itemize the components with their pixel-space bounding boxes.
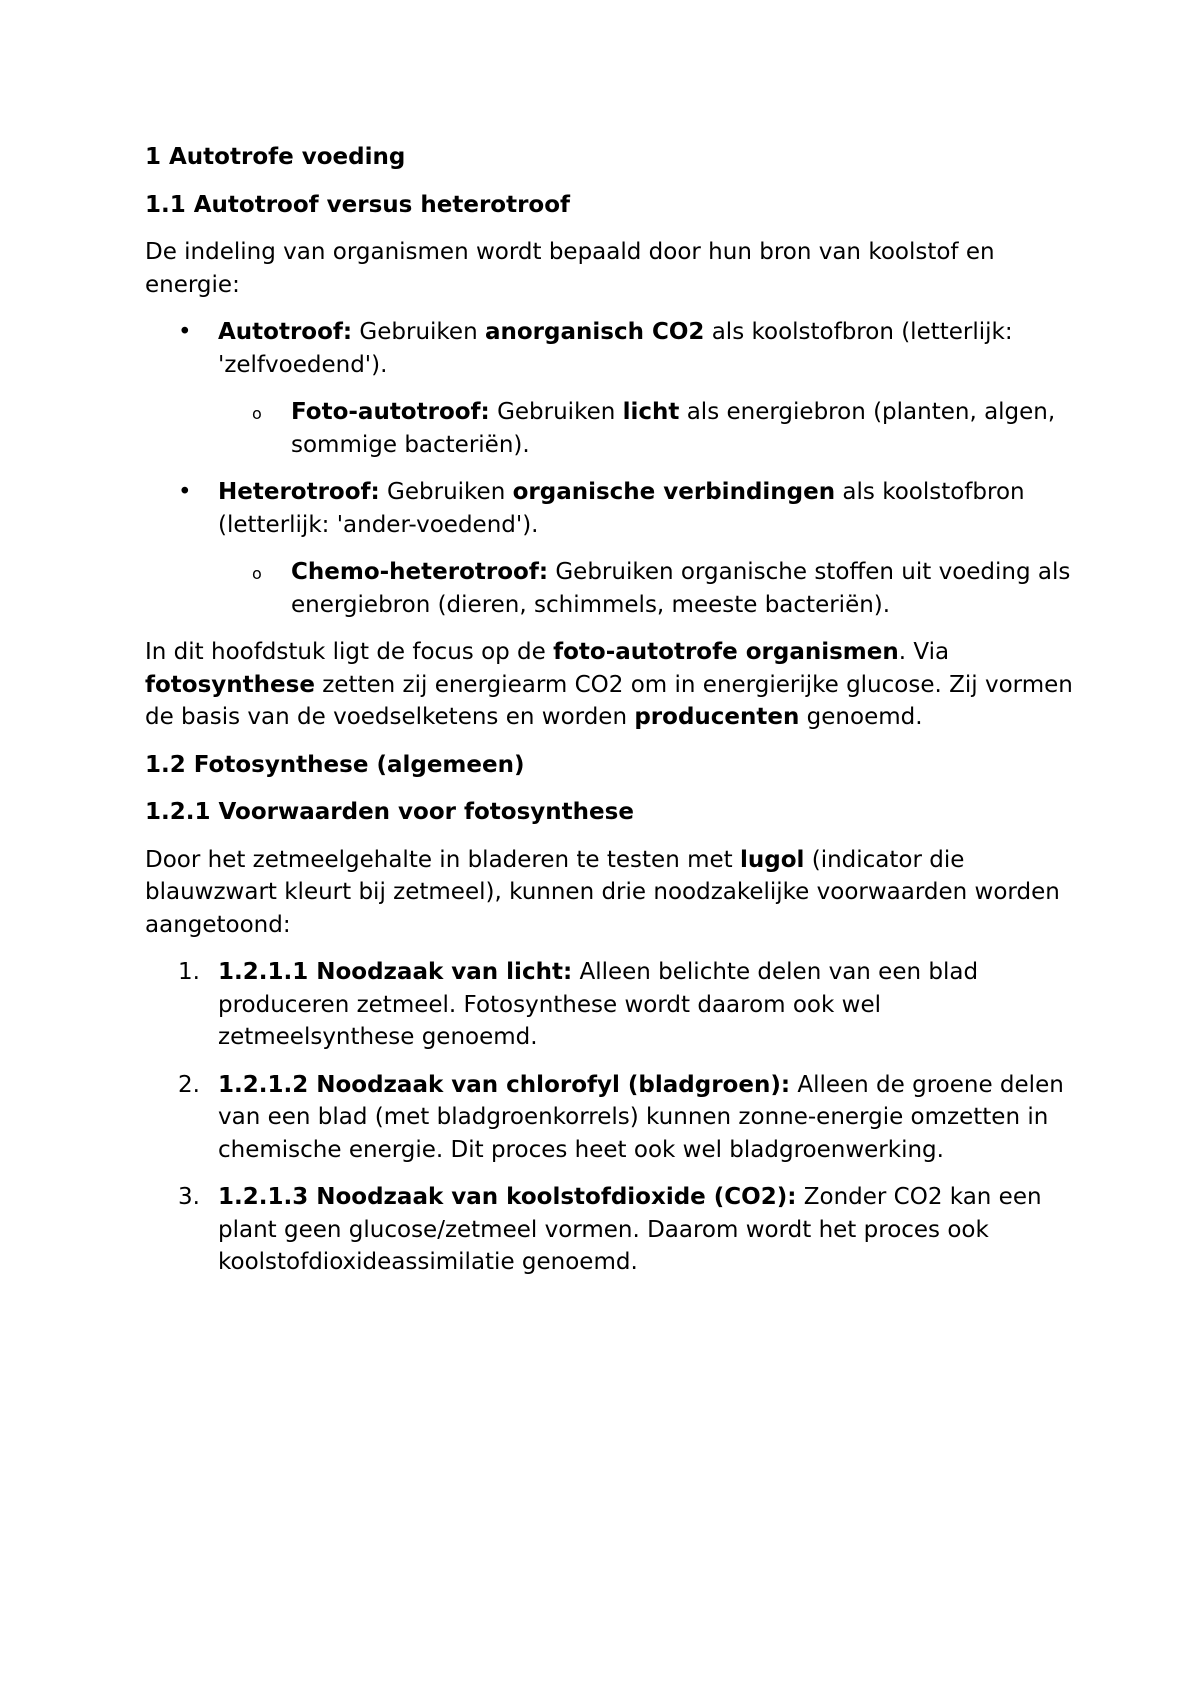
heading-1-2: 1.2 Fotosynthese (algemeen) — [145, 751, 525, 778]
bullet-icon: • — [178, 479, 192, 505]
numbered-item-koolstofdioxide — [145, 1181, 1080, 1279]
text-span: In dit hoofdstuk ligt de focus op de — [145, 639, 554, 665]
list-item-heterotroof — [145, 476, 1080, 541]
bold-span: fotosynthese — [145, 671, 315, 698]
term-autotroof: Autotroof: — [218, 319, 353, 345]
term-chemo-heterotroof: Chemo-heterotroof: — [291, 559, 549, 585]
bold-span: producenten — [634, 704, 800, 730]
text-span: Door het zetmeelgehalte in bladeren te testen met — [145, 846, 740, 873]
focus-paragraph — [145, 636, 1080, 734]
document-page — [145, 141, 1080, 1294]
text-span: zetten zij energiearm CO2 om in energierijke glucose. Zij vormen de basis van de voedselketens en worden — [145, 671, 1073, 730]
text-span: als energiebron (planten, algen, sommige bacteriën). — [291, 399, 1056, 458]
heading-1: 1 Autotrofe voeding — [145, 144, 406, 170]
text-span: Gebruiken — [489, 399, 623, 425]
term-koolstofdioxide: 1.2.1.3 Noodzaak van koolstofdioxide (CO2): — [218, 1184, 797, 1210]
heading-1-2-1: 1.2.1 Voorwaarden voor fotosynthese — [145, 799, 634, 825]
bold-span: licht — [622, 399, 680, 425]
term-chlorofyl: 1.2.1.2 Noodzaak van chlorofyl (bladgroen): — [218, 1071, 791, 1098]
text-span: Gebruiken — [352, 319, 485, 345]
text-span: als koolstofbron (letterlijk: 'zelfvoedend'). — [218, 319, 1013, 378]
text-span: Gebruiken organische stoffen uit voeding als energiebron (dieren, schimmels, meeste bacteriën). — [291, 559, 1071, 618]
term-foto-autotroof: Foto-autotroof: — [291, 399, 490, 425]
bold-span: anorganisch CO2 — [484, 319, 705, 345]
circle-bullet-icon: o — [252, 404, 262, 423]
term-licht: 1.2.1.1 Noodzaak van licht: — [218, 959, 573, 985]
text-span: Alleen belichte delen van een blad produceren zetmeel. Fotosynthese wordt daarom ook wel zetmeelsynthese genoemd. — [218, 959, 979, 1050]
heading-1-1: 1.1 Autotroof versus heterotroof — [145, 191, 571, 218]
text-span: als koolstofbron (letterlijk: 'ander-voedend'). — [218, 479, 1025, 538]
list-number: 1. — [178, 959, 200, 985]
text-span: (indicator die blauwzwart kleurt bij zetmeel), kunnen drie noodzakelijke voorwaarden worden aangetoond: — [145, 846, 1060, 938]
text-span: Alleen de groene delen van een blad (met bladgroenkorrels) kunnen zonne-energie omzetten in chemische energie. Dit proces heet ook wel bladgroenwerking. — [218, 1071, 1064, 1163]
bold-span: foto-autotrofe organismen — [553, 639, 899, 665]
bullet-icon: • — [178, 319, 192, 345]
numbered-item-licht — [145, 956, 1080, 1054]
term-heterotroof: Heterotroof: — [218, 479, 380, 505]
text-span: genoemd. — [799, 704, 923, 730]
lugol-paragraph — [145, 844, 1080, 942]
text-span: Zonder CO2 kan een plant geen glucose/zetmeel vormen. Daarom wordt het proces ook koolstofdioxideassimilatie genoemd. — [218, 1184, 1042, 1275]
list-item-chemo-heterotroof — [145, 556, 1080, 621]
intro-paragraph: De indeling van organismen wordt bepaald door hun bron van koolstof en energie: — [145, 239, 995, 298]
numbered-item-chlorofyl — [145, 1069, 1080, 1167]
list-number: 2. — [178, 1071, 200, 1098]
text-span: Gebruiken — [379, 479, 513, 505]
circle-bullet-icon: o — [252, 564, 262, 583]
bold-span: organische verbindingen — [512, 479, 836, 505]
list-number: 3. — [178, 1184, 200, 1210]
bold-span: lugol — [739, 846, 805, 873]
text-span: . Via — [898, 639, 950, 665]
list-item-foto-autotroof — [145, 396, 1080, 461]
list-item-autotroof — [145, 316, 1080, 381]
